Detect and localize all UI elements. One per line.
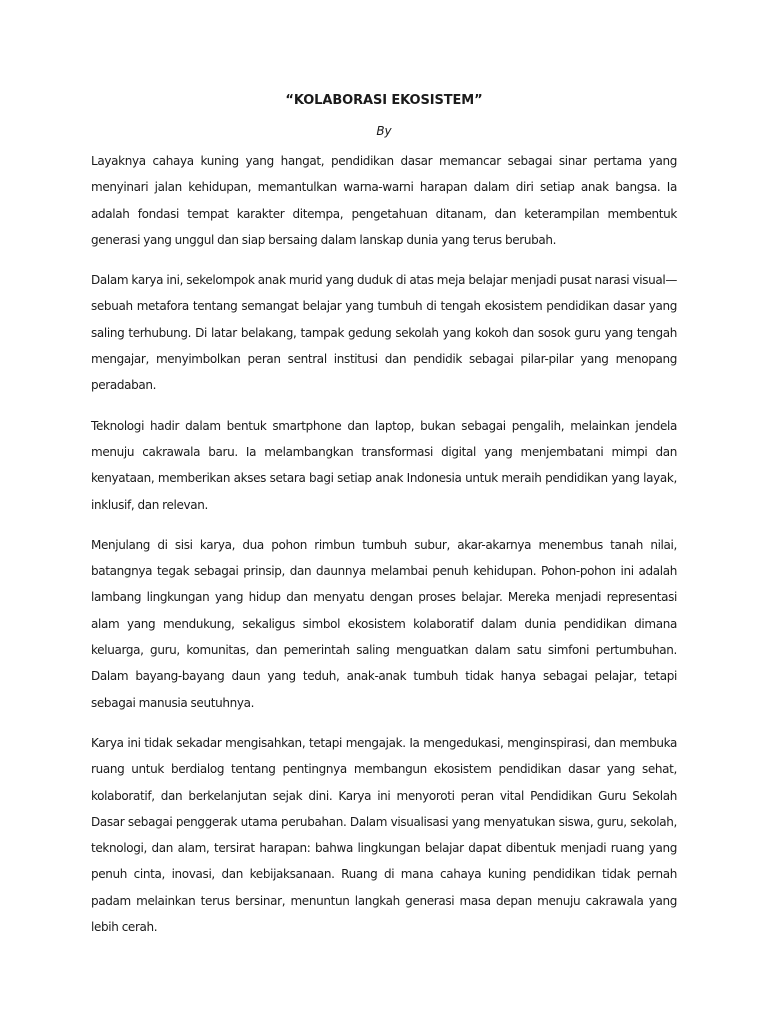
document-body — [91, 148, 677, 954]
paragraph-2: Dalam karya ini, sekelompok anak murid yang duduk di atas meja belajar menjadi pusat narasi visual—sebuah metafora tentang semangat belajar yang tumbuh di tengah ekosistem pendidikan dasar yang saling terhubung. Di latar belakang, tampak gedung sekolah yang kokoh dan sosok guru yang tengah mengajar, menyimbolkan peran sentral institusi dan pendidik sebagai pilar-pilar yang menopang peradaban. — [91, 273, 677, 393]
byline: By — [376, 124, 392, 138]
paragraph-1: Layaknya cahaya kuning yang hangat, pendidikan dasar memancar sebagai sinar pertama yang menyinari jalan kehidupan, memantulkan warna-warni harapan dalam diri setiap anak bangsa. Ia adalah fondasi tempat karakter ditempa, pengetahuan ditanam, dan keterampilan membentuk generasi yang unggul dan siap bersaing dalam lanskap dunia yang terus berubah. — [91, 154, 677, 247]
paragraph-3: Teknologi hadir dalam bentuk smartphone dan laptop, bukan sebagai pengalih, melainkan jendela menuju cakrawala baru. Ia melambangkan transformasi digital yang menjembatani mimpi dan kenyataan, memberikan akses setara bagi setiap anak Indonesia untuk meraih pendidikan yang layak, inklusif, dan relevan. — [91, 418, 677, 512]
document-title: “KOLABORASI EKOSISTEM” — [285, 93, 483, 108]
paragraph-4: Menjulang di sisi karya, dua pohon rimbun tumbuh subur, akar-akarnya menembus tanah nilai, batangnya tegak sebagai prinsip, dan daunnya melambai penuh kehidupan. Pohon-pohon ini adalah lambang lingkungan yang hidup dan menyatu dengan proses belajar. Mereka menjadi representasi alam yang mendukung, sekaligus simbol ekosistem kolaboratif dalam dunia pendidikan dimana keluarga, guru, komunitas, dan pemerintah saling menguatkan dalam satu simfoni pertumbuhan. Dalam bayang-bayang daun yang teduh, anak-anak tumbuh tidak hanya sebagai pelajar, tetapi sebagai manusia seutuhnya. — [91, 537, 677, 710]
paragraph-5: Karya ini tidak sekadar mengisahkan, tetapi mengajak. Ia mengedukasi, menginspirasi, dan membuka ruang untuk berdialog tentang pentingnya membangun ekosistem pendidikan dasar yang sehat, kolaboratif, dan berkelanjutan sejak dini. Karya ini menyoroti peran vital Pendidikan Guru Sekolah Dasar sebagai penggerak utama perubahan. Dalam visualisasi yang menyatukan siswa, guru, sekolah, teknologi, dan alam, tersirat harapan: bahwa lingkungan belajar dapat dibentuk menjadi ruang yang penuh cinta, inovasi, dan kebijaksanaan. Ruang di mana cahaya kuning pendidikan tidak pernah padam melainkan terus bersinar, menuntun langkah generasi masa depan menuju cakrawala yang lebih cerah. — [91, 735, 677, 935]
